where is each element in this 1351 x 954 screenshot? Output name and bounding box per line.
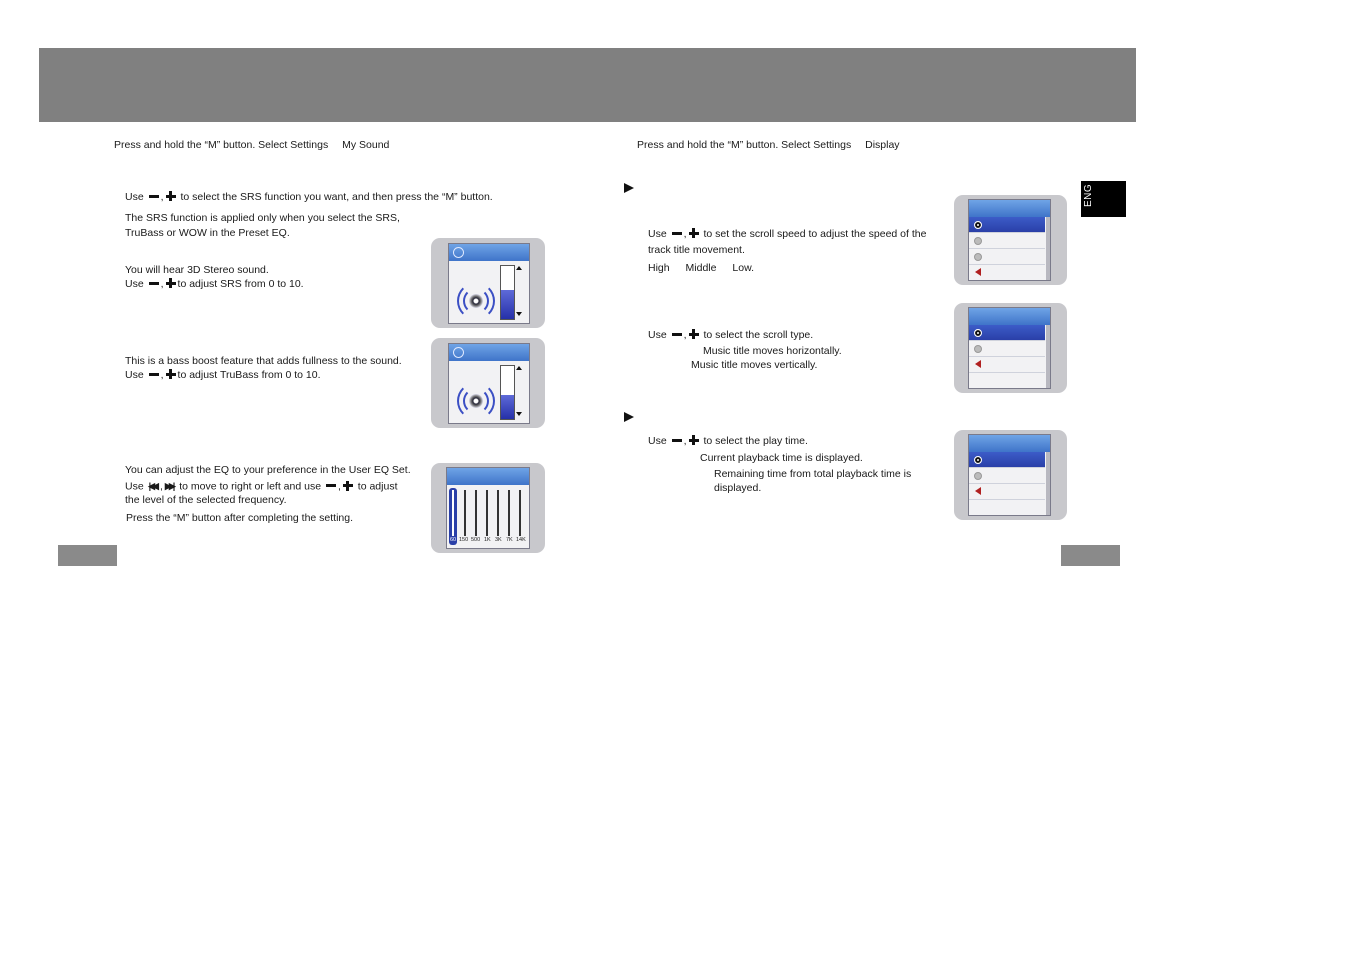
screen-title-bar [969,435,1050,452]
usereq-screen [446,467,530,549]
minus-icon [149,373,159,376]
skip-forward-icon: ▶▶| [164,481,173,491]
eq-band-bar [452,490,454,536]
use-word: Use [648,228,667,240]
srs-rest: to adjust SRS from 0 to 10. [177,278,304,290]
eq-band-bar [508,490,510,536]
eq-band-bar [486,490,488,536]
eq-label: 1K [484,537,491,543]
srs-mini-icon [453,247,464,258]
language-tab-label: ENG [1083,183,1094,207]
scroll-speed-device-screenshot [954,195,1067,285]
right-instruction-text: Press and hold the “M” button. Select Settings [637,139,852,151]
plus-icon [166,191,176,201]
skip-back-icon: |◀◀ [148,481,156,491]
trubass-mini-icon [453,347,464,358]
usereq-line3: the level of the selected frequency. [125,494,287,506]
radio-on-icon [974,329,982,337]
radio-on-icon [974,221,982,229]
minus-icon [149,282,159,285]
back-arrow-icon [975,360,981,368]
minus-icon [672,439,682,442]
trubass-line2: Use , to adjust TruBass from 0 to 10. [125,369,321,381]
menu-row [969,341,1045,357]
usereq-mid: to move to right or left and use [179,480,322,493]
use-word: Use [125,191,144,203]
play-time-screen [968,434,1051,516]
scroll-type-line2: Music title moves horizontally. [703,345,842,357]
option-low: Low. [732,262,754,274]
play-time-rest: to select the play time. [703,435,808,447]
left-instruction [114,139,389,152]
left-intro: Use , to select the SRS function you want, and then press the “M” button. [125,191,493,203]
left-crumb: My Sound [342,139,390,151]
left-instruction-text: Press and hold the “M” button. Select Settings [114,139,329,151]
eq-label: 3K [495,537,502,543]
menu-row-selected [969,217,1045,233]
usereq-line4: Press the “M” button after completing the setting. [126,512,354,524]
radio-off-icon [974,345,982,353]
header-band [39,48,1136,122]
srs-note-line2: TruBass or WOW in the Preset EQ. [125,227,290,239]
eq-label: 60 [450,537,457,543]
right-instruction [637,139,900,152]
srs-line2: Use , to adjust SRS from 0 to 10. [125,278,304,290]
radio-off-icon [974,237,982,245]
play-time-line2: Current playback time is displayed. [700,452,863,464]
play-time-line3: Remaining time from total playback time is [714,468,912,480]
eq-label: 500 [471,537,481,543]
screen-title-bar [447,468,529,485]
back-arrow-icon [975,487,981,495]
menu-row [969,249,1045,265]
use-word: Use [125,278,144,290]
down-arrow-icon [516,312,522,316]
screen-title-bar [969,308,1050,325]
menu-scrollbar [1046,325,1050,388]
menu-row [969,484,1045,500]
screen-title-bar [969,200,1050,217]
eq-band-bar [519,490,521,536]
up-arrow-icon [516,366,522,370]
language-tab [1081,181,1126,217]
minus-icon [672,333,682,336]
plus-icon [166,369,176,379]
menu-row-selected [969,325,1045,341]
play-time-device-screenshot [954,430,1067,520]
scroll-type-device-screenshot [954,303,1067,393]
plus-icon [343,481,353,491]
srs-screen [448,243,530,324]
sound-wave-icon [457,382,495,420]
use-word: Use [125,480,144,493]
play-time-line4: displayed. [714,482,762,494]
eq-label: 7K [506,537,513,543]
menu-row [969,468,1045,484]
play-time-line1: Use , to select the play time. [648,435,808,447]
scroll-speed-options [648,262,754,275]
down-arrow-icon [516,412,522,416]
menu-row [969,357,1045,373]
eq-label: 14K [516,537,526,543]
eq-label: 150 [459,537,469,543]
srs-line1: You will hear 3D Stereo sound. [125,264,269,276]
scroll-speed-line1: Use , to set the scroll speed to adjust the speed of the [648,228,927,240]
option-middle: Middle [685,262,717,274]
trubass-level-bar [500,365,515,420]
menu-row [969,233,1045,249]
trubass-rest: to adjust TruBass from 0 to 10. [177,369,321,381]
menu-scrollbar [1046,217,1050,280]
scroll-speed-line2: track title movement. [648,244,745,256]
srs-device-screenshot [431,238,545,328]
plus-icon [689,228,699,238]
usereq-device-screenshot [431,463,545,553]
scroll-type-screen [968,307,1051,389]
bullet-arrow-icon [624,183,634,193]
eq-band-bar [497,490,499,536]
option-high: High [648,262,670,274]
intro-rest: to select the SRS function you want, and then press the “M” button. [180,191,493,203]
radio-off-icon [974,472,982,480]
eq-band-bar [475,490,477,536]
screen-title-bar [449,244,529,261]
usereq-tail: to adjust [357,480,398,493]
srs-note-line1: The SRS function is applied only when you select the SRS, [125,212,400,224]
scroll-type-line3: Music title moves vertically. [691,359,818,371]
menu-scrollbar [1046,452,1050,515]
back-arrow-icon [975,268,981,276]
srs-level-bar [500,265,515,320]
plus-icon [166,278,176,288]
minus-icon [672,232,682,235]
radio-off-icon [974,253,982,261]
scroll-speed-screen [968,199,1051,281]
use-word: Use [125,369,144,381]
radio-on-icon [974,456,982,464]
plus-icon [689,329,699,339]
menu-row [969,265,1045,281]
menu-row-selected [969,452,1045,468]
use-word: Use [648,329,667,341]
eq-band-bar [464,490,466,536]
minus-icon [149,195,159,198]
trubass-screen [448,343,530,424]
scroll-type-rest: to select the scroll type. [703,329,814,341]
bullet-arrow-icon [624,412,634,422]
trubass-level-fill [501,395,514,419]
up-arrow-icon [516,266,522,270]
trubass-device-screenshot [431,338,545,428]
scroll-type-line1: Use , to select the scroll type. [648,329,814,341]
screen-title-bar [449,344,529,361]
page-number-tab-right [1061,545,1120,566]
scroll-speed-rest: to set the scroll speed to adjust the speed of the [703,228,927,240]
sound-wave-icon [457,282,495,320]
right-crumb: Display [865,139,900,151]
srs-level-fill [501,290,514,319]
usereq-line2: Use |◀◀ , ▶▶| to move to right or left and use , to adjust [125,480,398,493]
page-number-tab-left [58,545,117,566]
minus-icon [326,484,336,487]
usereq-line1: You can adjust the EQ to your preference in the User EQ Set. [125,464,411,476]
plus-icon [689,435,699,445]
use-word: Use [648,435,667,447]
trubass-line1: This is a bass boost feature that adds fullness to the sound. [125,355,402,367]
